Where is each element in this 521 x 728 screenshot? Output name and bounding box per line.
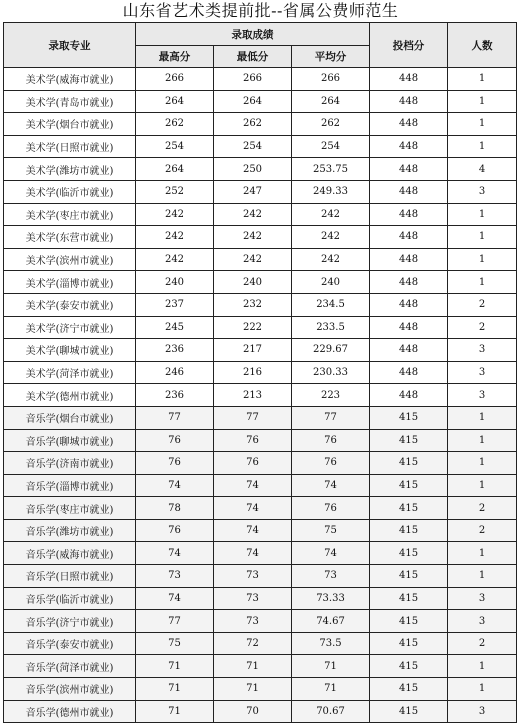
cell-count: 1 <box>448 406 517 429</box>
table-row <box>4 113 517 136</box>
table-row <box>4 474 517 497</box>
cell-max-score: 264 <box>136 158 214 181</box>
cell-min-score: 74 <box>214 497 292 520</box>
cell-max-score: 71 <box>136 655 214 678</box>
cell-max-score: 236 <box>136 339 214 362</box>
cell-avg-score: 233.5 <box>292 316 370 339</box>
admission-table <box>3 22 517 723</box>
cell-major: 音乐学(日照市就业) <box>4 565 136 588</box>
cell-cutoff-score: 415 <box>370 655 448 678</box>
cell-major: 美术学(临沂市就业) <box>4 180 136 203</box>
table-row <box>4 565 517 588</box>
header-min: 最低分 <box>214 46 292 68</box>
table-row <box>4 158 517 181</box>
cell-min-score: 247 <box>214 180 292 203</box>
cell-cutoff-score: 448 <box>370 361 448 384</box>
cell-min-score: 213 <box>214 384 292 407</box>
cell-avg-score: 71 <box>292 678 370 701</box>
cell-max-score: 76 <box>136 519 214 542</box>
cell-count: 3 <box>448 180 517 203</box>
cell-avg-score: 73 <box>292 565 370 588</box>
cell-avg-score: 242 <box>292 248 370 271</box>
cell-max-score: 242 <box>136 226 214 249</box>
table-row <box>4 226 517 249</box>
cell-cutoff-score: 415 <box>370 519 448 542</box>
cell-count: 1 <box>448 248 517 271</box>
cell-major: 音乐学(临沂市就业) <box>4 587 136 610</box>
cell-major: 美术学(烟台市就业) <box>4 113 136 136</box>
cell-cutoff-score: 415 <box>370 565 448 588</box>
cell-min-score: 74 <box>214 519 292 542</box>
cell-max-score: 237 <box>136 293 214 316</box>
cell-major: 美术学(聊城市就业) <box>4 339 136 362</box>
table-row <box>4 587 517 610</box>
cell-count: 3 <box>448 610 517 633</box>
cell-count: 1 <box>448 429 517 452</box>
cell-avg-score: 76 <box>292 429 370 452</box>
table-row <box>4 248 517 271</box>
cell-avg-score: 73.33 <box>292 587 370 610</box>
cell-max-score: 236 <box>136 384 214 407</box>
cell-major: 美术学(泰安市就业) <box>4 293 136 316</box>
table-row <box>4 339 517 362</box>
cell-major: 美术学(淄博市就业) <box>4 271 136 294</box>
cell-major: 美术学(滨州市就业) <box>4 248 136 271</box>
cell-major: 美术学(威海市就业) <box>4 68 136 91</box>
cell-avg-score: 76 <box>292 497 370 520</box>
table-row <box>4 519 517 542</box>
cell-min-score: 254 <box>214 135 292 158</box>
cell-max-score: 242 <box>136 248 214 271</box>
table-row <box>4 180 517 203</box>
table-row <box>4 203 517 226</box>
table-row <box>4 271 517 294</box>
cell-cutoff-score: 415 <box>370 632 448 655</box>
cell-min-score: 73 <box>214 587 292 610</box>
table-row <box>4 135 517 158</box>
cell-max-score: 71 <box>136 700 214 723</box>
cell-cutoff-score: 415 <box>370 474 448 497</box>
cell-count: 1 <box>448 90 517 113</box>
header-max: 最高分 <box>136 46 214 68</box>
cell-major: 音乐学(德州市就业) <box>4 700 136 723</box>
table-row <box>4 90 517 113</box>
cell-major: 音乐学(泰安市就业) <box>4 632 136 655</box>
cell-min-score: 71 <box>214 655 292 678</box>
cell-avg-score: 264 <box>292 90 370 113</box>
cell-min-score: 264 <box>214 90 292 113</box>
cell-max-score: 74 <box>136 542 214 565</box>
cell-count: 1 <box>448 655 517 678</box>
cell-major: 音乐学(菏泽市就业) <box>4 655 136 678</box>
cell-avg-score: 249.33 <box>292 180 370 203</box>
cell-min-score: 77 <box>214 406 292 429</box>
cell-cutoff-score: 448 <box>370 248 448 271</box>
cell-cutoff-score: 415 <box>370 406 448 429</box>
table-row <box>4 678 517 701</box>
cell-major: 音乐学(济宁市就业) <box>4 610 136 633</box>
cell-min-score: 240 <box>214 271 292 294</box>
cell-cutoff-score: 448 <box>370 384 448 407</box>
cell-major: 音乐学(潍坊市就业) <box>4 519 136 542</box>
cell-min-score: 76 <box>214 452 292 475</box>
cell-avg-score: 266 <box>292 68 370 91</box>
cell-avg-score: 74 <box>292 542 370 565</box>
cell-major: 音乐学(枣庄市就业) <box>4 497 136 520</box>
table-row <box>4 700 517 723</box>
cell-cutoff-score: 448 <box>370 135 448 158</box>
cell-min-score: 242 <box>214 226 292 249</box>
table-row <box>4 610 517 633</box>
cell-max-score: 245 <box>136 316 214 339</box>
cell-max-score: 78 <box>136 497 214 520</box>
cell-max-score: 252 <box>136 180 214 203</box>
cell-cutoff-score: 415 <box>370 497 448 520</box>
cell-avg-score: 230.33 <box>292 361 370 384</box>
cell-max-score: 77 <box>136 610 214 633</box>
cell-max-score: 246 <box>136 361 214 384</box>
table-body <box>4 68 517 723</box>
cell-avg-score: 76 <box>292 452 370 475</box>
cell-cutoff-score: 415 <box>370 610 448 633</box>
header-cutoff: 投档分 <box>370 23 448 68</box>
cell-min-score: 72 <box>214 632 292 655</box>
table-row <box>4 361 517 384</box>
cell-cutoff-score: 448 <box>370 293 448 316</box>
cell-max-score: 75 <box>136 632 214 655</box>
cell-count: 1 <box>448 474 517 497</box>
cell-cutoff-score: 448 <box>370 68 448 91</box>
cell-count: 1 <box>448 678 517 701</box>
cell-count: 2 <box>448 316 517 339</box>
table-row <box>4 655 517 678</box>
cell-count: 1 <box>448 542 517 565</box>
cell-avg-score: 74 <box>292 474 370 497</box>
cell-cutoff-score: 448 <box>370 113 448 136</box>
cell-major: 音乐学(聊城市就业) <box>4 429 136 452</box>
cell-cutoff-score: 415 <box>370 542 448 565</box>
cell-cutoff-score: 448 <box>370 180 448 203</box>
cell-count: 3 <box>448 339 517 362</box>
cell-max-score: 242 <box>136 203 214 226</box>
cell-count: 3 <box>448 361 517 384</box>
cell-avg-score: 242 <box>292 203 370 226</box>
table-row <box>4 384 517 407</box>
cell-major: 美术学(日照市就业) <box>4 135 136 158</box>
cell-count: 2 <box>448 497 517 520</box>
cell-count: 2 <box>448 519 517 542</box>
header-scores-group: 录取成绩 <box>136 23 370 46</box>
cell-max-score: 262 <box>136 113 214 136</box>
cell-cutoff-score: 448 <box>370 316 448 339</box>
cell-min-score: 222 <box>214 316 292 339</box>
cell-cutoff-score: 415 <box>370 452 448 475</box>
cell-min-score: 73 <box>214 565 292 588</box>
cell-major: 音乐学(淄博市就业) <box>4 474 136 497</box>
cell-cutoff-score: 415 <box>370 700 448 723</box>
cell-max-score: 73 <box>136 565 214 588</box>
cell-min-score: 217 <box>214 339 292 362</box>
cell-count: 1 <box>448 226 517 249</box>
table-row <box>4 316 517 339</box>
cell-count: 1 <box>448 271 517 294</box>
table-header <box>4 23 517 68</box>
cell-count: 3 <box>448 384 517 407</box>
cell-cutoff-score: 448 <box>370 226 448 249</box>
cell-max-score: 264 <box>136 90 214 113</box>
cell-min-score: 216 <box>214 361 292 384</box>
table-row <box>4 452 517 475</box>
cell-min-score: 262 <box>214 113 292 136</box>
cell-avg-score: 70.67 <box>292 700 370 723</box>
cell-min-score: 76 <box>214 429 292 452</box>
cell-major: 音乐学(威海市就业) <box>4 542 136 565</box>
cell-count: 1 <box>448 565 517 588</box>
cell-count: 4 <box>448 158 517 181</box>
cell-avg-score: 240 <box>292 271 370 294</box>
cell-max-score: 77 <box>136 406 214 429</box>
cell-min-score: 73 <box>214 610 292 633</box>
cell-max-score: 254 <box>136 135 214 158</box>
table-row <box>4 429 517 452</box>
cell-cutoff-score: 448 <box>370 339 448 362</box>
table-row <box>4 497 517 520</box>
table-row <box>4 293 517 316</box>
cell-min-score: 242 <box>214 248 292 271</box>
cell-count: 1 <box>448 203 517 226</box>
cell-avg-score: 262 <box>292 113 370 136</box>
cell-max-score: 71 <box>136 678 214 701</box>
cell-count: 1 <box>448 68 517 91</box>
cell-min-score: 74 <box>214 542 292 565</box>
cell-max-score: 266 <box>136 68 214 91</box>
table-row <box>4 68 517 91</box>
page-title: 山东省艺术类提前批--省属公费师范生 <box>122 1 399 20</box>
cell-avg-score: 229.67 <box>292 339 370 362</box>
cell-cutoff-score: 448 <box>370 203 448 226</box>
cell-major: 音乐学(滨州市就业) <box>4 678 136 701</box>
cell-cutoff-score: 448 <box>370 158 448 181</box>
cell-avg-score: 253.75 <box>292 158 370 181</box>
cell-major: 美术学(青岛市就业) <box>4 90 136 113</box>
cell-count: 3 <box>448 700 517 723</box>
header-major: 录取专业 <box>4 23 136 68</box>
cell-avg-score: 234.5 <box>292 293 370 316</box>
cell-avg-score: 71 <box>292 655 370 678</box>
cell-avg-score: 75 <box>292 519 370 542</box>
cell-min-score: 71 <box>214 678 292 701</box>
cell-major: 美术学(潍坊市就业) <box>4 158 136 181</box>
cell-count: 1 <box>448 135 517 158</box>
header-avg: 平均分 <box>292 46 370 68</box>
cell-avg-score: 77 <box>292 406 370 429</box>
cell-avg-score: 223 <box>292 384 370 407</box>
cell-min-score: 266 <box>214 68 292 91</box>
cell-major: 美术学(东营市就业) <box>4 226 136 249</box>
cell-max-score: 76 <box>136 452 214 475</box>
cell-min-score: 74 <box>214 474 292 497</box>
cell-min-score: 250 <box>214 158 292 181</box>
cell-max-score: 74 <box>136 474 214 497</box>
cell-avg-score: 254 <box>292 135 370 158</box>
table-row <box>4 542 517 565</box>
cell-major: 美术学(德州市就业) <box>4 384 136 407</box>
cell-min-score: 232 <box>214 293 292 316</box>
cell-max-score: 74 <box>136 587 214 610</box>
table-row <box>4 632 517 655</box>
cell-count: 2 <box>448 632 517 655</box>
cell-min-score: 242 <box>214 203 292 226</box>
cell-major: 美术学(枣庄市就业) <box>4 203 136 226</box>
cell-major: 美术学(济宁市就业) <box>4 316 136 339</box>
cell-avg-score: 73.5 <box>292 632 370 655</box>
cell-max-score: 240 <box>136 271 214 294</box>
cell-count: 1 <box>448 113 517 136</box>
cell-avg-score: 74.67 <box>292 610 370 633</box>
cell-cutoff-score: 448 <box>370 271 448 294</box>
cell-count: 1 <box>448 452 517 475</box>
cell-major: 音乐学(烟台市就业) <box>4 406 136 429</box>
cell-cutoff-score: 415 <box>370 587 448 610</box>
cell-cutoff-score: 415 <box>370 678 448 701</box>
cell-avg-score: 242 <box>292 226 370 249</box>
cell-count: 2 <box>448 293 517 316</box>
table-row <box>4 406 517 429</box>
cell-max-score: 76 <box>136 429 214 452</box>
cell-major: 美术学(菏泽市就业) <box>4 361 136 384</box>
header-count: 人数 <box>448 23 517 68</box>
cell-count: 3 <box>448 587 517 610</box>
cell-major: 音乐学(济南市就业) <box>4 452 136 475</box>
cell-min-score: 70 <box>214 700 292 723</box>
cell-cutoff-score: 415 <box>370 429 448 452</box>
cell-cutoff-score: 448 <box>370 90 448 113</box>
